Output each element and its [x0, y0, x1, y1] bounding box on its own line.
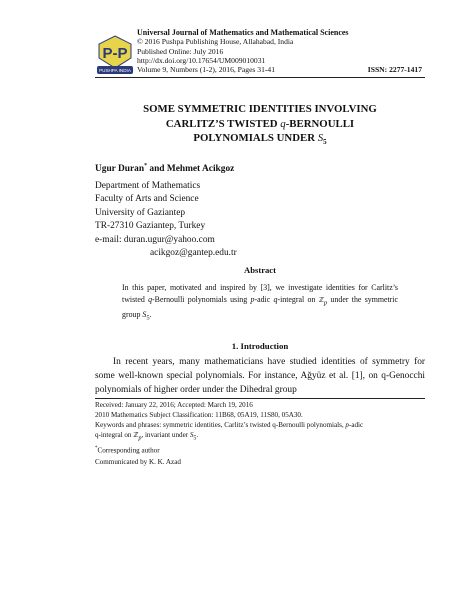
logo-letters: P-P — [102, 45, 128, 62]
authors: Ugur Duran* and Mehmet Acikgoz — [95, 163, 235, 175]
introduction-heading: 1. Introduction — [231, 341, 289, 351]
doi-link[interactable]: http://dx.doi.org/10.17654/UM009010031 — [137, 55, 266, 65]
affiliation-line: University of Gaziantep — [95, 207, 186, 218]
paper-title — [95, 102, 425, 150]
corresponding-author-note: *Corresponding author — [95, 446, 160, 455]
affiliation-line: TR-27310 Gaziantep, Turkey — [95, 221, 206, 232]
email-line-2: acikgoz@gantep.edu.tr — [150, 248, 237, 259]
title-line-1: SOME SYMMETRIC IDENTITIES INVOLVING — [143, 103, 377, 115]
title-line-3: POLYNOMIALS UNDER $S_5$ — [193, 132, 327, 147]
msc-note: 2010 Mathematics Subject Classification: 11B68, 05A19, 11S80, 05A30. — [95, 411, 303, 419]
copyright-line: © 2016 Pushpa Publishing House, Allahabad, India — [137, 37, 294, 47]
title-line-2: CARLITZ’S TWISTED q-BERNOULLI — [165, 117, 355, 130]
published-line: Published Online: July 2016 — [137, 46, 224, 56]
communicated-note: Communicated by K. K. Azad — [95, 458, 181, 466]
introduction-body — [95, 356, 425, 397]
issn: ISSN: 2277-1417 — [367, 65, 422, 75]
publisher-logo — [96, 34, 134, 76]
abstract-heading: Abstract — [244, 265, 276, 275]
volume-line: Volume 9, Numbers (1-2), 2016, Pages 31-41 — [137, 65, 276, 75]
footnote-rule — [95, 398, 425, 399]
affiliation — [95, 180, 237, 260]
keywords-note: Keywords and phrases: symmetric identities, Carlitz’s twisted q-Bernoulli polynomials, p-adic q-integral on ℤ$_p$, invariant under $S_5$. — [95, 421, 364, 441]
logo-text: PUSHPA INDIA — [99, 68, 131, 74]
journal-name: Universal Journal of Mathematics and Mathematical Sciences — [137, 28, 349, 37]
journal-header — [137, 28, 422, 74]
affiliation-line: Faculty of Arts and Science — [95, 194, 199, 205]
received-note: Received: January 22, 2016; Accepted: March 19, 2016 — [95, 401, 253, 409]
introduction-paragraph: In recent years, many mathematicians have studied identities of symmetry for some well-known special polynomials. For instance, Ağyüz et al. [1], on q-Genocchi polynomials of higher order under the Dihedral group — [95, 357, 425, 395]
header-rule — [95, 77, 425, 78]
abstract-text: In this paper, motivated and inspired by [3], we investigate identities for Carlitz’s twisted q-Bernoulli polynomials using p-adic q-integral on ℤ$_p$ under the symmetric group $S_5$. — [122, 283, 398, 322]
email-line: e-mail: duran.ugur@yahoo.com — [95, 234, 215, 245]
affiliation-line: Department of Mathematics — [95, 181, 201, 191]
